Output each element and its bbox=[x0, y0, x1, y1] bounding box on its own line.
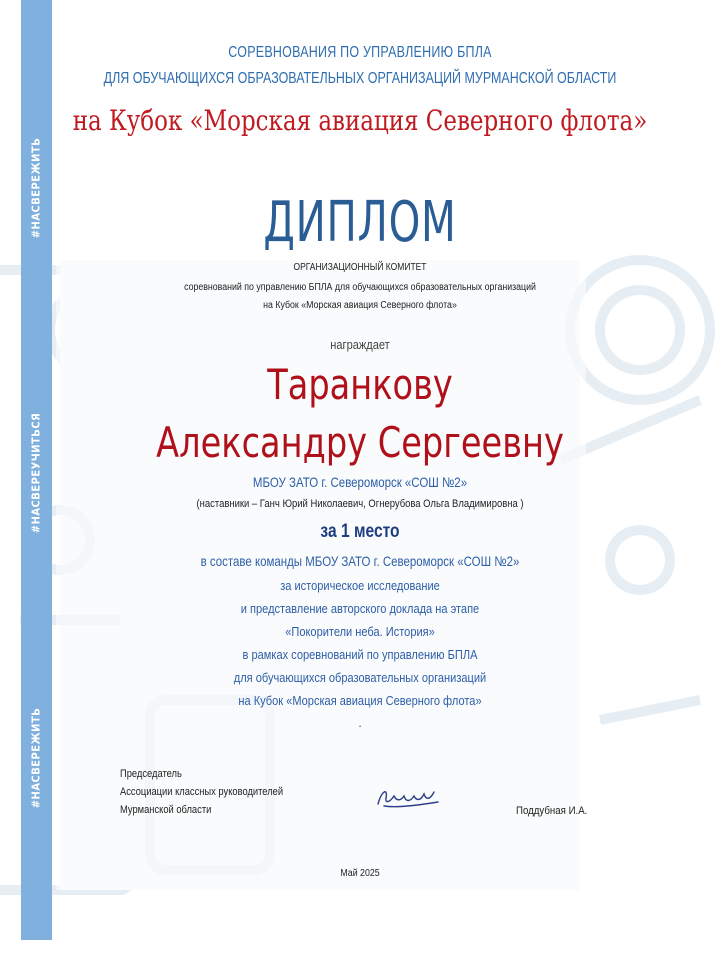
reason-line-5: для обучающихся образовательных организаций bbox=[233, 670, 487, 685]
diploma-page: #НАСВЕРЕЖИТЬ #НАСВЕРЕУЧИТЬСЯ #НАСВЕРЕЖИТЬ СОРЕВНОВАНИЯ ПО УПРАВЛЕНИЮ БПЛА ДЛЯ ОБУЧАЮЩИХСЯ ОБРАЗОВАТЕЛЬНЫХ ОРГАНИЗАЦИЙ МУРМАНСКОЙ ОБЛАСТИ на Кубок «Морская авиация Северного флота» ДИПЛОМ ОРГАНИЗАЦИОННЫЙ КОМИТЕТ соревнований по управлению БПЛА для обучающихся образовательных организаций на Кубок «Морская авиация Северного флота» награждает Таранкову Александру Сергеевну МБОУ ЗАТО г. Североморск «СОШ №2» (наставники – Ганч Юрий Николаевич, Огнерубова Ольга Владимировна ) за 1 место в составе команды МБОУ ЗАТО г. Североморск «СОШ №2» за историческое исследование и представление авторского доклада на этапе «Покорители неба. История» в рамках соревнований по управлению БПЛА для обучающихся образовательных организаций на Кубок «Морская авиация Северного флота» . Председатель Ассоциации классных руководителей Мурманской области Поддубная И.А. Май 2025 bbox=[0, 0, 720, 960]
reason-line-2: и представление авторского доклада на этапе bbox=[240, 601, 480, 616]
reason-line-4: в рамках соревнований по управлению БПЛА bbox=[242, 647, 478, 662]
place-award: за 1 место bbox=[320, 521, 400, 542]
handwritten-signature bbox=[374, 784, 444, 812]
school-name: МБОУ ЗАТО г. Североморск «СОШ №2» bbox=[252, 474, 468, 490]
header-line-2: ДЛЯ ОБУЧАЮЩИХСЯ ОБРАЗОВАТЕЛЬНЫХ ОРГАНИЗАЦИЙ МУРМАНСКОЙ ОБЛАСТИ bbox=[103, 70, 617, 87]
recipient-surname: Таранкову bbox=[267, 360, 453, 409]
awards-label: награждает bbox=[330, 337, 390, 352]
reason-line-3: «Покорители неба. История» bbox=[285, 624, 435, 639]
issue-date: Май 2025 bbox=[340, 868, 380, 879]
signatory-name: Поддубная И.А. bbox=[516, 805, 588, 817]
committee-heading: ОРГАНИЗАЦИОННЫЙ КОМИТЕТ bbox=[293, 262, 427, 273]
mentors-line: (наставники – Ганч Юрий Николаевич, Огнерубова Ольга Владимировна ) bbox=[196, 498, 524, 510]
separator-dot: . bbox=[358, 716, 362, 730]
team-line: в составе команды МБОУ ЗАТО г. Североморск «СОШ №2» bbox=[200, 553, 520, 569]
recipient-given-names: Александру Сергеевну bbox=[156, 418, 564, 467]
header-line-1: СОРЕВНОВАНИЯ ПО УПРАВЛЕНИЮ БПЛА bbox=[228, 44, 492, 61]
signatory-title-line-3: Мурманской области bbox=[120, 804, 212, 816]
committee-line-2: на Кубок «Морская авиация Северного флота» bbox=[263, 300, 457, 311]
signatory-title-line-1: Председатель bbox=[120, 768, 182, 780]
reason-line-6: на Кубок «Морская авиация Северного флота» bbox=[238, 693, 482, 708]
reason-line-1: за историческое исследование bbox=[280, 578, 440, 593]
committee-line-1: соревнований по управлению БПЛА для обучающихся образовательных организаций bbox=[184, 282, 536, 293]
diploma-title: ДИПЛОМ bbox=[263, 190, 457, 255]
signatory-title-line-2: Ассоциации классных руководителей bbox=[120, 786, 284, 798]
header-cup-title: на Кубок «Морская авиация Северного флота» bbox=[72, 104, 648, 137]
